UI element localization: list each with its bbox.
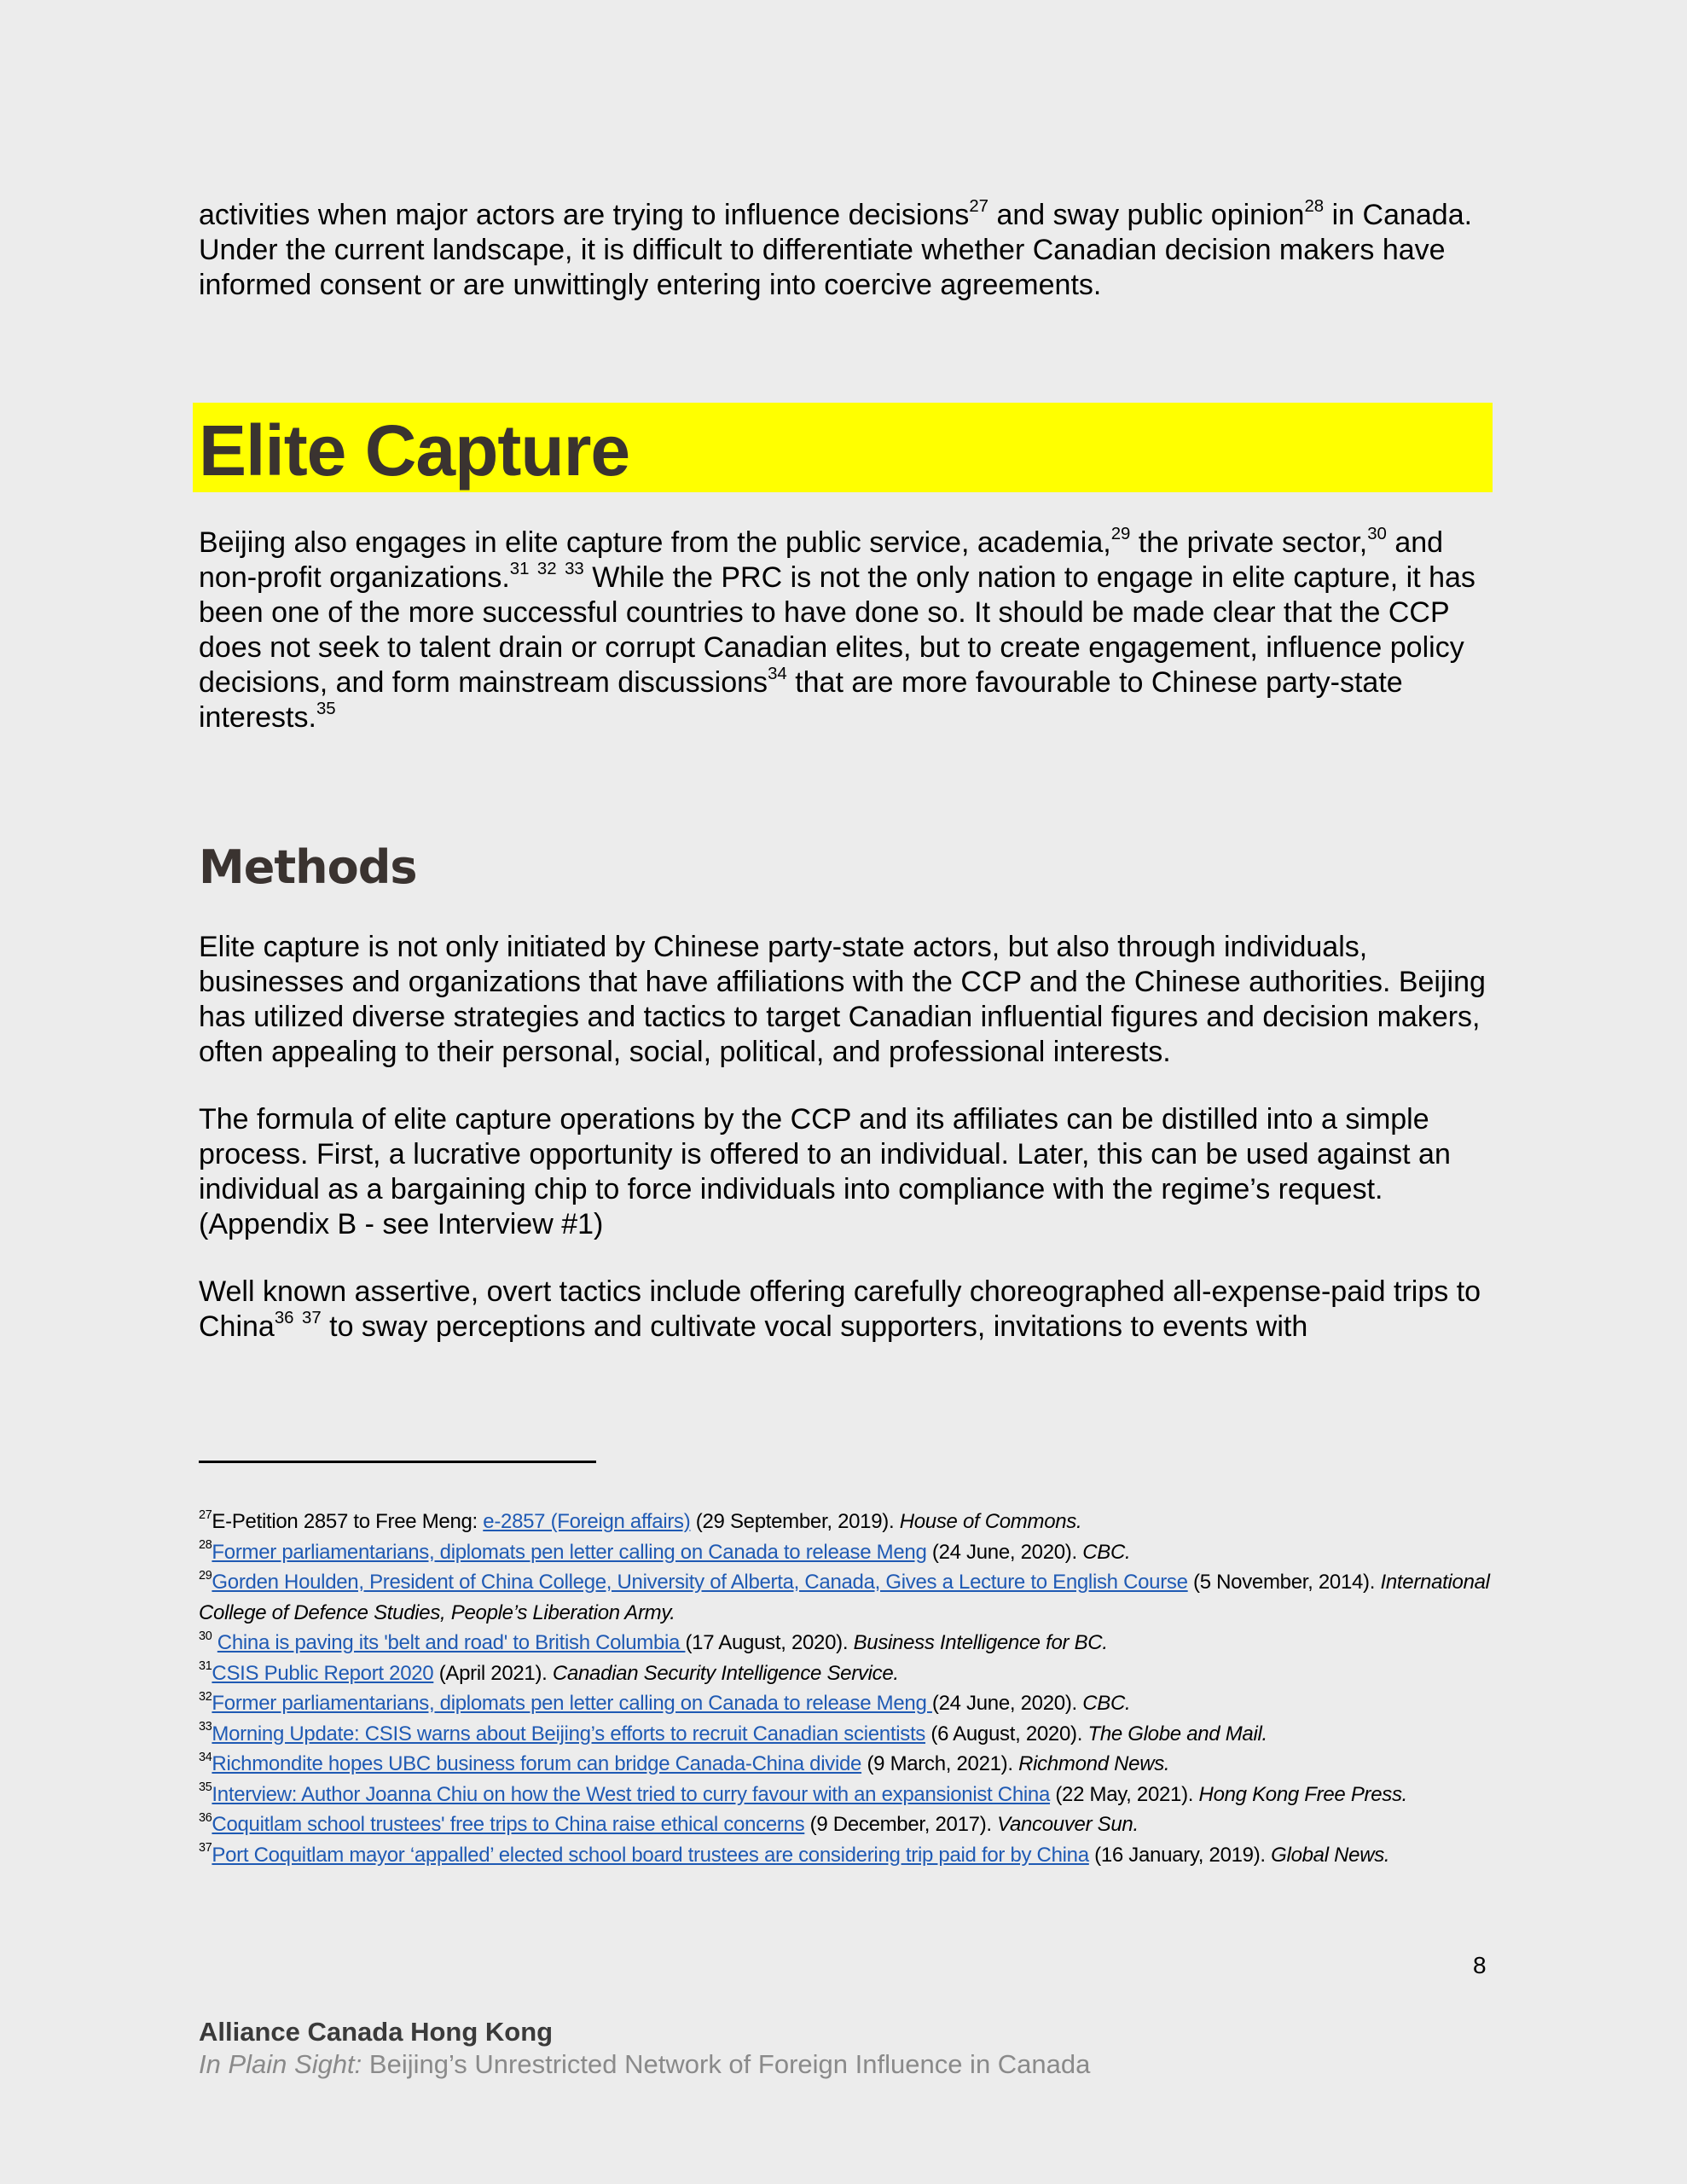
page-number: 8: [1473, 1952, 1487, 1978]
footnote-date: (5 November, 2014).: [1187, 1571, 1381, 1594]
footnote-source: International College of Defence Studies, People’s Liberation Army.: [199, 1571, 1490, 1624]
footnote-item: [199, 1749, 1495, 1780]
text: that are more favourable to Chinese party-state interests.: [199, 666, 1403, 734]
footnote-ref[interactable]: 32: [536, 559, 557, 578]
footnote-ref[interactable]: 29: [1110, 524, 1131, 543]
footnote-source: Hong Kong Free Press.: [1198, 1782, 1408, 1806]
footnote-source: House of Commons.: [899, 1510, 1082, 1533]
footnote-link[interactable]: Coquitlam school trustees' free trips to China raise ethical concerns: [212, 1813, 805, 1836]
footnote-item: [199, 1688, 1495, 1719]
footnote-ref[interactable]: 31: [509, 559, 530, 578]
footnote-source: CBC.: [1082, 1540, 1131, 1564]
footnote-link[interactable]: Richmondite hopes UBC business forum can bridge Canada-China divide: [212, 1752, 862, 1775]
footnote-date: (6 August, 2020).: [925, 1722, 1088, 1745]
footnote-source: CBC.: [1082, 1692, 1131, 1715]
footnote-date: (29 September, 2019).: [690, 1510, 900, 1533]
text: While the PRC is not the only nation to engage in elite capture, it has been one of the more successful countries to have done so. It should be made clear that the CCP does not seek to talent drain or corrupt Canadian elites, but to create engagement, influence policy decisions, and form mainstream discussions: [199, 561, 1475, 699]
footnote-date: (22 May, 2021).: [1050, 1782, 1199, 1806]
footnote-ref[interactable]: 34: [768, 664, 787, 683]
footnote-item: [199, 1658, 1495, 1689]
elite-capture-paragraph: [199, 526, 1495, 735]
footnote-ref[interactable]: 27: [969, 196, 988, 216]
text: Beijing also engages in elite capture from the public service, academia,: [199, 526, 1111, 559]
footnote-ref[interactable]: 33: [565, 559, 584, 578]
methods-paragraph-2: The formula of elite capture operations by the CCP and its affiliates can be distilled into a simple process. First, a lucrative opportunity is offered to an individual. Later, this can be used against an individual as a bargaining chip to force individuals into compliance with the regime’s request. (Appendix B - see Interview #1): [199, 1103, 1451, 1240]
footnote-item: [199, 1628, 1495, 1658]
footnote-item: [199, 1537, 1495, 1568]
intro-paragraph: [199, 198, 1495, 303]
text: and sway public opinion: [988, 199, 1305, 231]
footnote-date: (9 December, 2017).: [804, 1813, 998, 1836]
methods-paragraph-3: [199, 1275, 1495, 1345]
footnote-link[interactable]: Former parliamentarians, diplomats pen letter calling on Canada to release Meng: [212, 1692, 932, 1715]
footnote-link[interactable]: Interview: Author Joanna Chiu on how the West tried to curry favour with an expansionist China: [212, 1782, 1050, 1806]
footnote-ref[interactable]: 35: [316, 699, 336, 718]
footnote-number: 33: [199, 1720, 212, 1734]
footnote-number: 31: [199, 1659, 212, 1674]
footnote-number: 35: [199, 1780, 212, 1795]
footnote-number: 36: [199, 1810, 212, 1825]
footnote-item: [199, 1809, 1495, 1840]
footnote-number: 32: [199, 1689, 212, 1704]
footnote-ref[interactable]: 30: [1367, 524, 1387, 543]
footnote-number: 29: [199, 1568, 212, 1583]
report-title-rest: Beijing’s Unrestricted Network of Foreign Influence in Canada: [362, 2049, 1091, 2079]
footnote-ref[interactable]: 37: [301, 1308, 322, 1327]
section-heading-elite-capture: Elite Capture: [199, 410, 630, 491]
footnote-item: [199, 1840, 1495, 1871]
footnote-date: (24 June, 2020).: [931, 1692, 1083, 1715]
footnote-ref[interactable]: 36: [274, 1308, 294, 1327]
text: Well known assertive, overt tactics include offering carefully choreographed all-expense-paid trips to China: [199, 1275, 1481, 1343]
footnote-link[interactable]: Port Coquitlam mayor ‘appalled’ elected school board trustees are considering trip paid for by China: [212, 1843, 1089, 1867]
footnote-link[interactable]: Gorden Houlden, President of China College, University of Alberta, Canada, Gives a Lecture to English Course: [212, 1571, 1188, 1594]
methods-paragraph-1: Elite capture is not only initiated by Chinese party-state actors, but also through individuals, businesses and organizations that have affiliations with the CCP and the Chinese authorities. Beijing has utilized diverse strategies and tactics to target Canadian influential figures and decision makers, often appealing to their personal, social, political, and professional interests.: [199, 931, 1486, 1068]
footnote-source: Richmond News.: [1018, 1752, 1170, 1775]
footnote-source: Business Intelligence for BC.: [853, 1631, 1108, 1654]
footnote-prefix: E-Petition 2857 to Free Meng:: [212, 1510, 484, 1533]
footnote-date: (9 March, 2021).: [861, 1752, 1019, 1775]
text: in Canada. Under the current landscape, it is difficult to differentiate whether Canadian decision makers have informed consent or are unwittingly entering into coercive agreements.: [199, 199, 1473, 301]
report-title-italic: In Plain Sight:: [199, 2049, 362, 2079]
footnote-number: 34: [199, 1750, 212, 1764]
footnote-date: (April 2021).: [433, 1661, 553, 1685]
footnote-link[interactable]: Former parliamentarians, diplomats pen letter calling on Canada to release Meng: [212, 1540, 927, 1564]
text: the private sector,: [1130, 526, 1368, 559]
footnote-date: (16 January, 2019).: [1088, 1843, 1272, 1867]
footnote-source: Global News.: [1271, 1843, 1390, 1867]
footer-organization: Alliance Canada Hong Kong: [199, 2017, 554, 2047]
footnote-source: The Globe and Mail.: [1087, 1722, 1267, 1745]
footer-report-title: [199, 2049, 1090, 2080]
section-heading-methods: Methods: [199, 840, 417, 894]
footnotes-list: [199, 1507, 1495, 1870]
footnote-number: 28: [199, 1538, 212, 1553]
footnote-link[interactable]: Morning Update: CSIS warns about Beijing’s efforts to recruit Canadian scientists: [212, 1722, 926, 1745]
footnote-link[interactable]: CSIS Public Report 2020: [212, 1661, 434, 1685]
footnote-date: (24 June, 2020).: [926, 1540, 1083, 1564]
footnote-item: [199, 1507, 1495, 1537]
footnote-source: Vancouver Sun.: [997, 1813, 1139, 1836]
footnote-date: (17 August, 2020).: [685, 1631, 854, 1654]
footnote-source: Canadian Security Intelligence Service.: [552, 1661, 899, 1685]
footnote-number: 30: [199, 1629, 212, 1643]
footnote-link[interactable]: China is paving its 'belt and road' to British Columbia: [217, 1631, 686, 1654]
footnote-ref[interactable]: 28: [1304, 196, 1325, 216]
footnote-number: 37: [199, 1841, 212, 1856]
footnote-item: [199, 1719, 1495, 1750]
footnote-link[interactable]: e-2857 (Foreign affairs): [483, 1510, 691, 1533]
footnote-number: 27: [199, 1507, 212, 1522]
footnote-item: [199, 1780, 1495, 1810]
text: to sway perceptions and cultivate vocal supporters, invitations to events with: [321, 1310, 1308, 1343]
footnote-item: [199, 1567, 1495, 1628]
text: and non-profit organizations.: [199, 526, 1444, 594]
text: activities when major actors are trying to influence decisions: [199, 199, 970, 231]
footnote-separator: [199, 1461, 596, 1463]
